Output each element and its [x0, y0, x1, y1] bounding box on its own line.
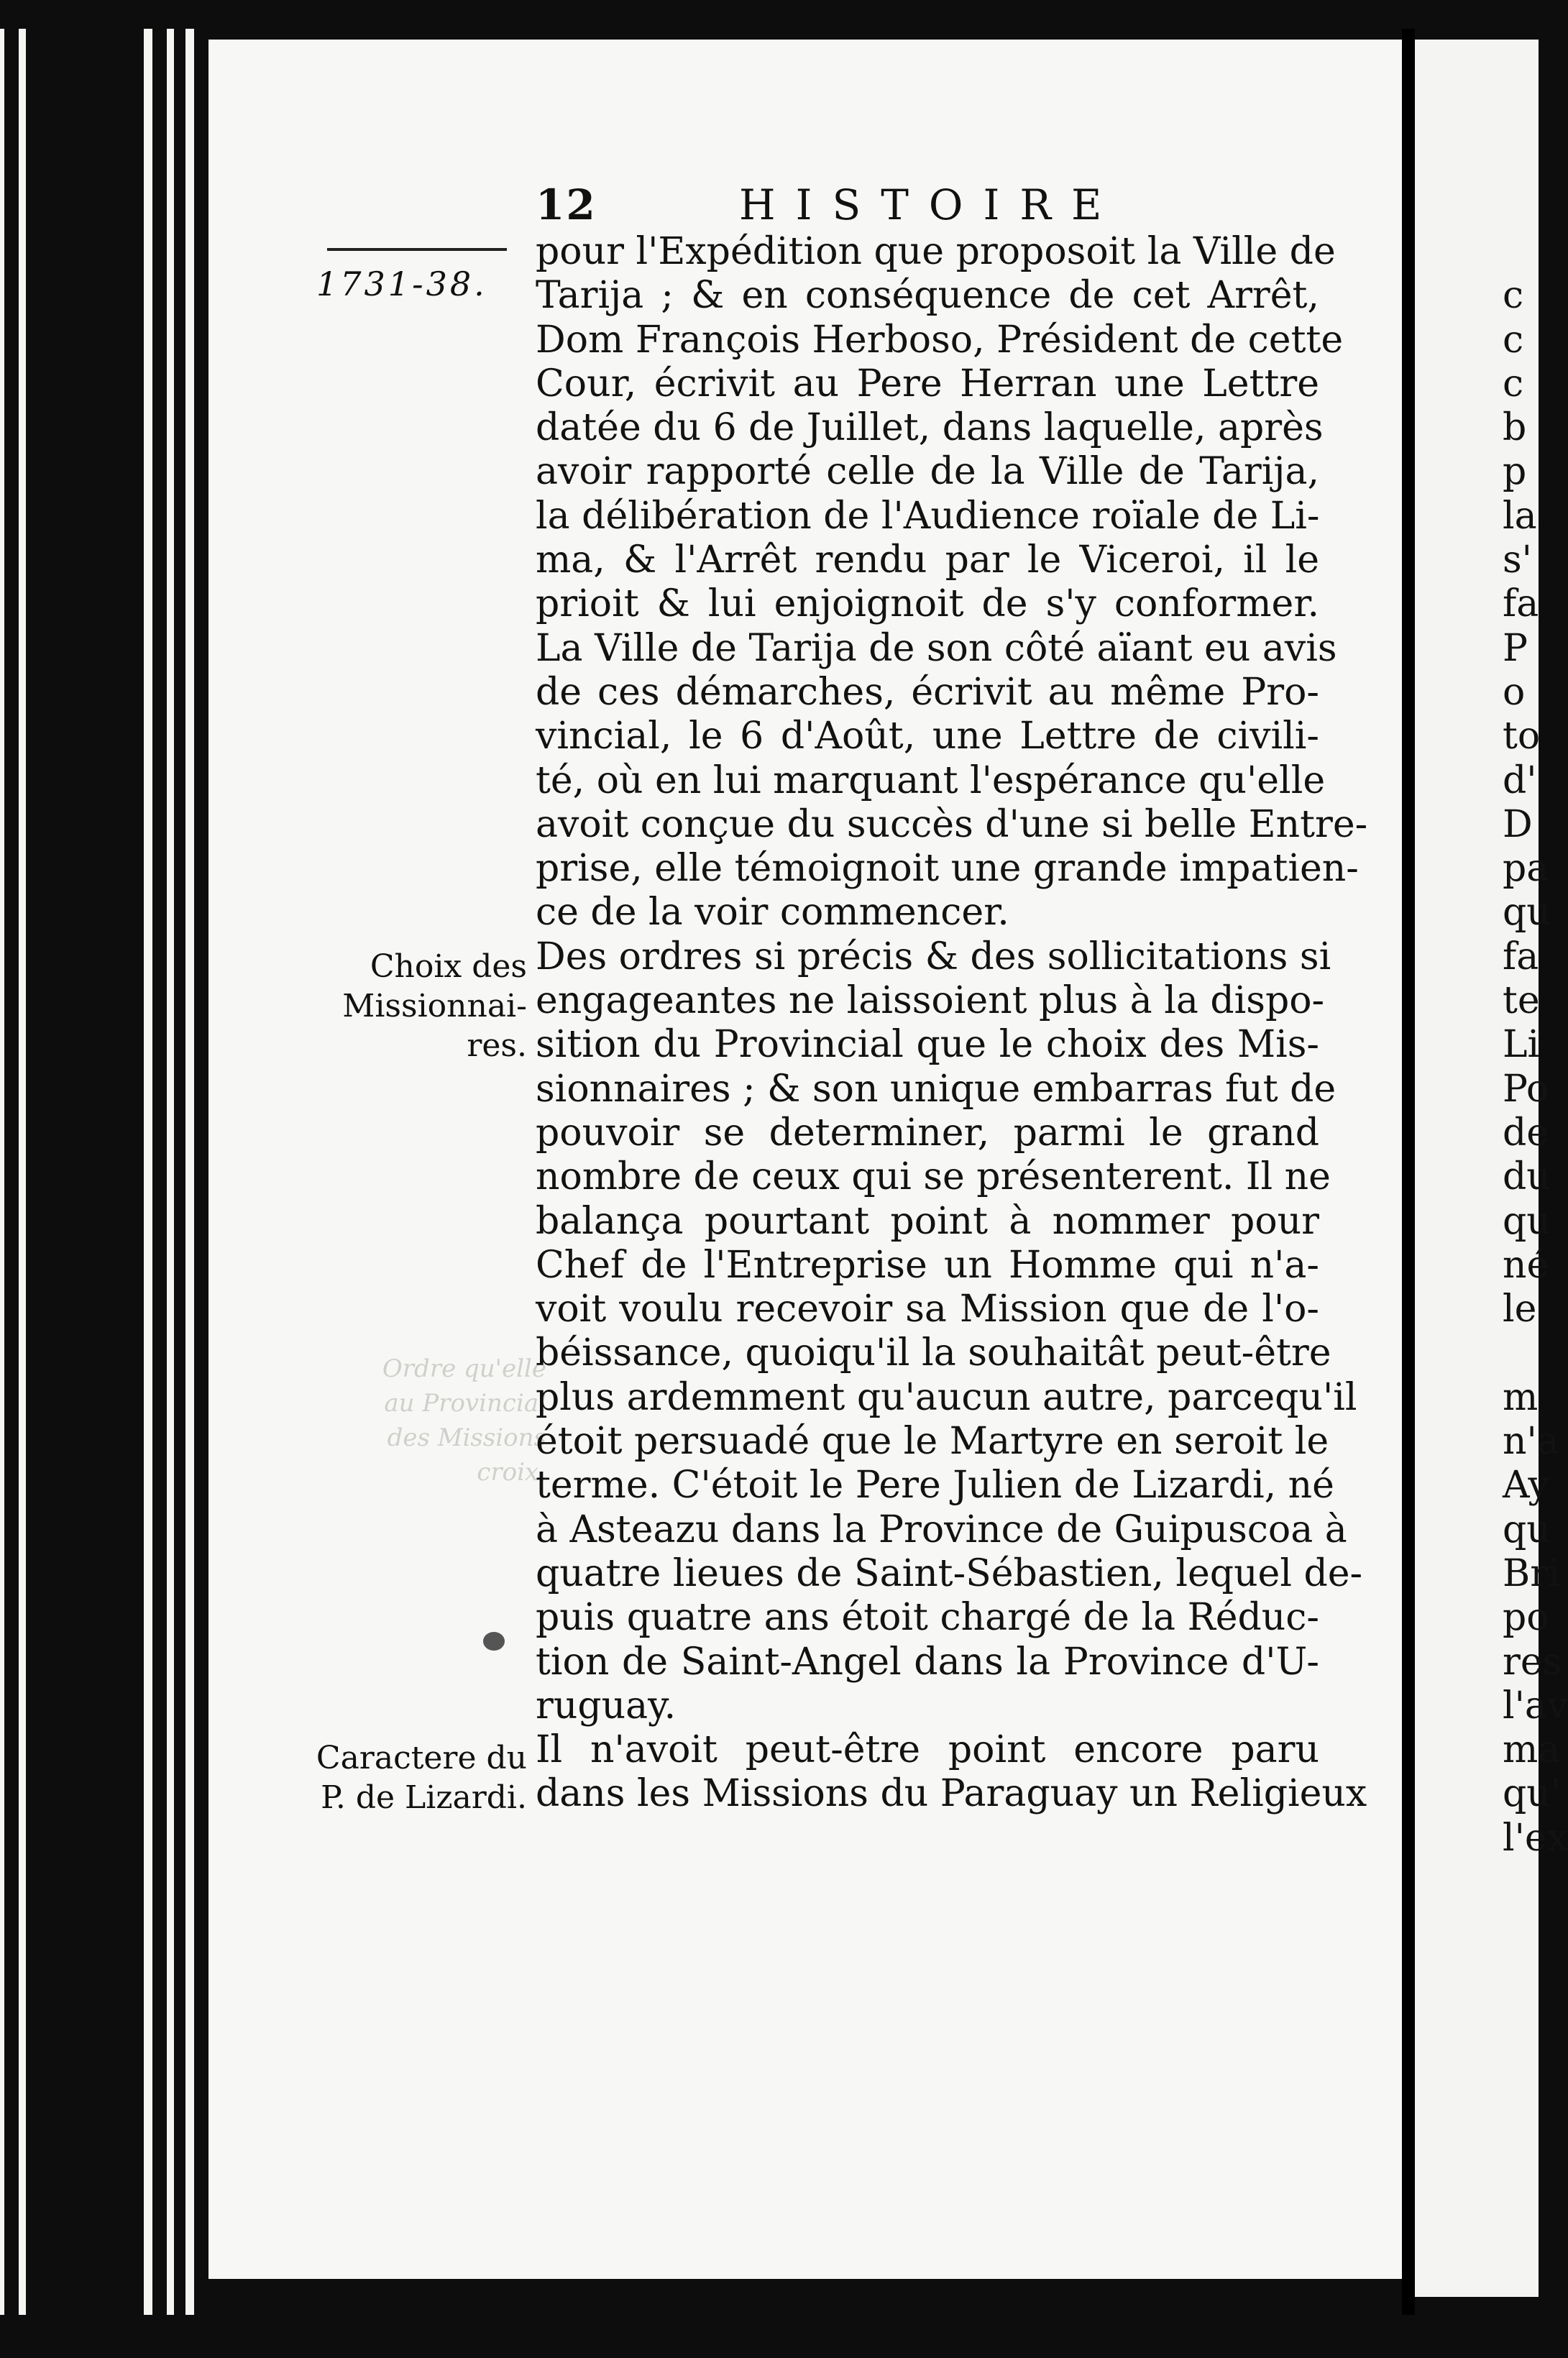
page-gutter: [1402, 29, 1415, 2315]
facing-line-fragment: fa: [1503, 582, 1539, 626]
text-line: plus ardemment qu'aucun autre, parcequ'il: [536, 1375, 1357, 1419]
facing-line-fragment: to: [1503, 715, 1541, 758]
facing-line-fragment: b: [1503, 406, 1527, 450]
ink-smudge: [483, 1632, 505, 1651]
margin-note-caractere: [306, 1738, 527, 1817]
text-line: ce de la voir commencer.: [536, 891, 1009, 935]
text-line: dans les Missions du Paraguay un Religieux: [536, 1772, 1367, 1816]
text-line: Chef de l'Entreprise un Homme qui n'a-: [536, 1243, 1319, 1287]
facing-line-fragment: c: [1503, 362, 1524, 405]
body-text: [536, 230, 1368, 1817]
margin-note-line: Choix des: [370, 948, 527, 985]
facing-line-fragment: p: [1503, 450, 1527, 494]
facing-line-fragment: fa: [1503, 935, 1539, 978]
facing-line-fragment: ma: [1503, 1728, 1561, 1772]
margin-note-line: Caractere du: [316, 1740, 527, 1776]
show-through-line: Ordre qu'elle: [382, 1354, 546, 1383]
text-line: té, où en lui marquant l'espérance qu'elle: [536, 758, 1326, 802]
text-line: pour l'Expédition que proposoit la Ville de: [536, 230, 1336, 273]
text-line: quatre lieues de Saint-Sébastien, lequel de-: [536, 1551, 1363, 1595]
text-line: engageantes ne laissoient plus à la dispo-: [536, 979, 1325, 1023]
text-line: béissance, quoiqu'il la souhaitât peut-être: [536, 1331, 1331, 1375]
facing-line-fragment: P: [1503, 626, 1528, 670]
facing-line-fragment: Ay: [1503, 1464, 1549, 1508]
text-line: Tarija ; & en conséquence de cet Arrêt,: [536, 274, 1319, 318]
text-line: vincial, le 6 d'Août, une Lettre de civili-: [536, 715, 1319, 758]
text-line: pouvoir se determiner, parmi le grand: [536, 1111, 1319, 1155]
facing-line-fragment: le: [1503, 1288, 1537, 1331]
text-line: datée du 6 de Juillet, dans laquelle, après: [536, 406, 1324, 450]
facing-line-fragment: n'a: [1503, 1420, 1559, 1464]
facing-line-fragment: m: [1503, 1375, 1539, 1419]
facing-line-fragment: po: [1503, 1596, 1549, 1640]
text-line: de ces démarches, écrivit au même Pro-: [536, 670, 1319, 714]
facing-page-text: [1503, 230, 1568, 1861]
text-line: Des ordres si précis & des sollicitations si: [536, 935, 1331, 978]
facing-line-fragment: s': [1503, 538, 1532, 582]
facing-line-fragment: qu: [1503, 1199, 1551, 1243]
text-line: puis quatre ans étoit chargé de la Réduc-: [536, 1596, 1319, 1640]
text-line: voit voulu recevoir sa Mission que de l'o-: [536, 1288, 1319, 1331]
facing-line-fragment: l'av: [1503, 1684, 1568, 1728]
facing-line-fragment: qu': [1503, 1772, 1562, 1816]
facing-line-fragment: l'ex: [1503, 1816, 1568, 1860]
page-number: 12: [536, 180, 597, 229]
text-line: la délibération de l'Audience roïale de Li-: [536, 494, 1320, 538]
facing-line-fragment: du: [1503, 1155, 1551, 1199]
text-line: Cour, écrivit au Pere Herran une Lettre: [536, 362, 1319, 405]
text-line: ma, & l'Arrêt rendu par le Viceroi, il le: [536, 538, 1319, 582]
margin-note-line: res.: [467, 1027, 527, 1064]
facing-line-fragment: la: [1503, 494, 1537, 538]
facing-line-fragment: d': [1503, 758, 1537, 802]
facing-line-fragment: [1503, 1331, 1546, 1375]
text-line: avoir rapporté celle de la Ville de Tarija,: [536, 450, 1319, 494]
text-line: tion de Saint-Angel dans la Province d'U-: [536, 1640, 1319, 1684]
facing-line-fragment: né: [1503, 1243, 1549, 1287]
margin-note-choix: [306, 947, 527, 1065]
date-rule: [327, 248, 507, 251]
text-line: La Ville de Tarija de son côté aïant eu avis: [536, 626, 1337, 670]
facing-line-fragment: res: [1503, 1640, 1562, 1684]
facing-line-fragment: pa: [1503, 847, 1549, 891]
facing-line-fragment: Li: [1503, 1023, 1540, 1067]
text-line: terme. C'étoit le Pere Julien de Lizardi, né: [536, 1464, 1334, 1508]
show-through-text: [316, 1352, 546, 1490]
text-line: ruguay.: [536, 1684, 677, 1728]
facing-line-fragment: Bri: [1503, 1551, 1560, 1595]
facing-line-fragment: [1503, 230, 1546, 274]
facing-line-fragment: o: [1503, 670, 1526, 714]
margin-date: 1731-38.: [316, 265, 487, 303]
show-through-line: croix.: [477, 1458, 546, 1487]
facing-line-fragment: qu: [1503, 1508, 1551, 1551]
text-line: Il n'avoit peut-être point encore paru: [536, 1728, 1319, 1772]
running-title: HISTOIRE: [739, 180, 1122, 229]
margin-note-line: Missionnai-: [342, 988, 527, 1024]
facing-line-fragment: D: [1503, 802, 1533, 846]
text-line: à Asteazu dans la Province de Guipuscoa à: [536, 1508, 1347, 1551]
text-line: prioit & lui enjoignoit de s'y conformer.: [536, 582, 1319, 626]
text-line: étoit persuadé que le Martyre en seroit le: [536, 1420, 1329, 1464]
facing-line-fragment: Po: [1503, 1067, 1549, 1111]
text-line: sionnaires ; & son unique embarras fut de: [536, 1067, 1337, 1111]
text-line: balança pourtant point à nommer pour: [536, 1199, 1319, 1243]
text-line: Dom François Herboso, Président de cette: [536, 318, 1344, 362]
facing-line-fragment: qu: [1503, 891, 1551, 935]
book-page-edges: [0, 0, 208, 2358]
facing-line-fragment: de: [1503, 1111, 1549, 1155]
text-line: avoit conçue du succès d'une si belle Entre-: [536, 802, 1368, 846]
text-line: nombre de ceux qui se présenterent. Il ne: [536, 1155, 1331, 1199]
show-through-line: au Provincial: [384, 1389, 546, 1418]
text-line: prise, elle témoignoit une grande impatien-: [536, 847, 1359, 891]
text-line: sition du Provincial que le choix des Mis-: [536, 1023, 1319, 1067]
facing-line-fragment: c: [1503, 318, 1524, 362]
facing-line-fragment: te: [1503, 979, 1540, 1023]
running-head: [536, 180, 1319, 230]
margin-note-line: P. de Lizardi.: [321, 1779, 527, 1816]
show-through-line: des Missions: [387, 1423, 546, 1452]
facing-line-fragment: c: [1503, 274, 1524, 318]
